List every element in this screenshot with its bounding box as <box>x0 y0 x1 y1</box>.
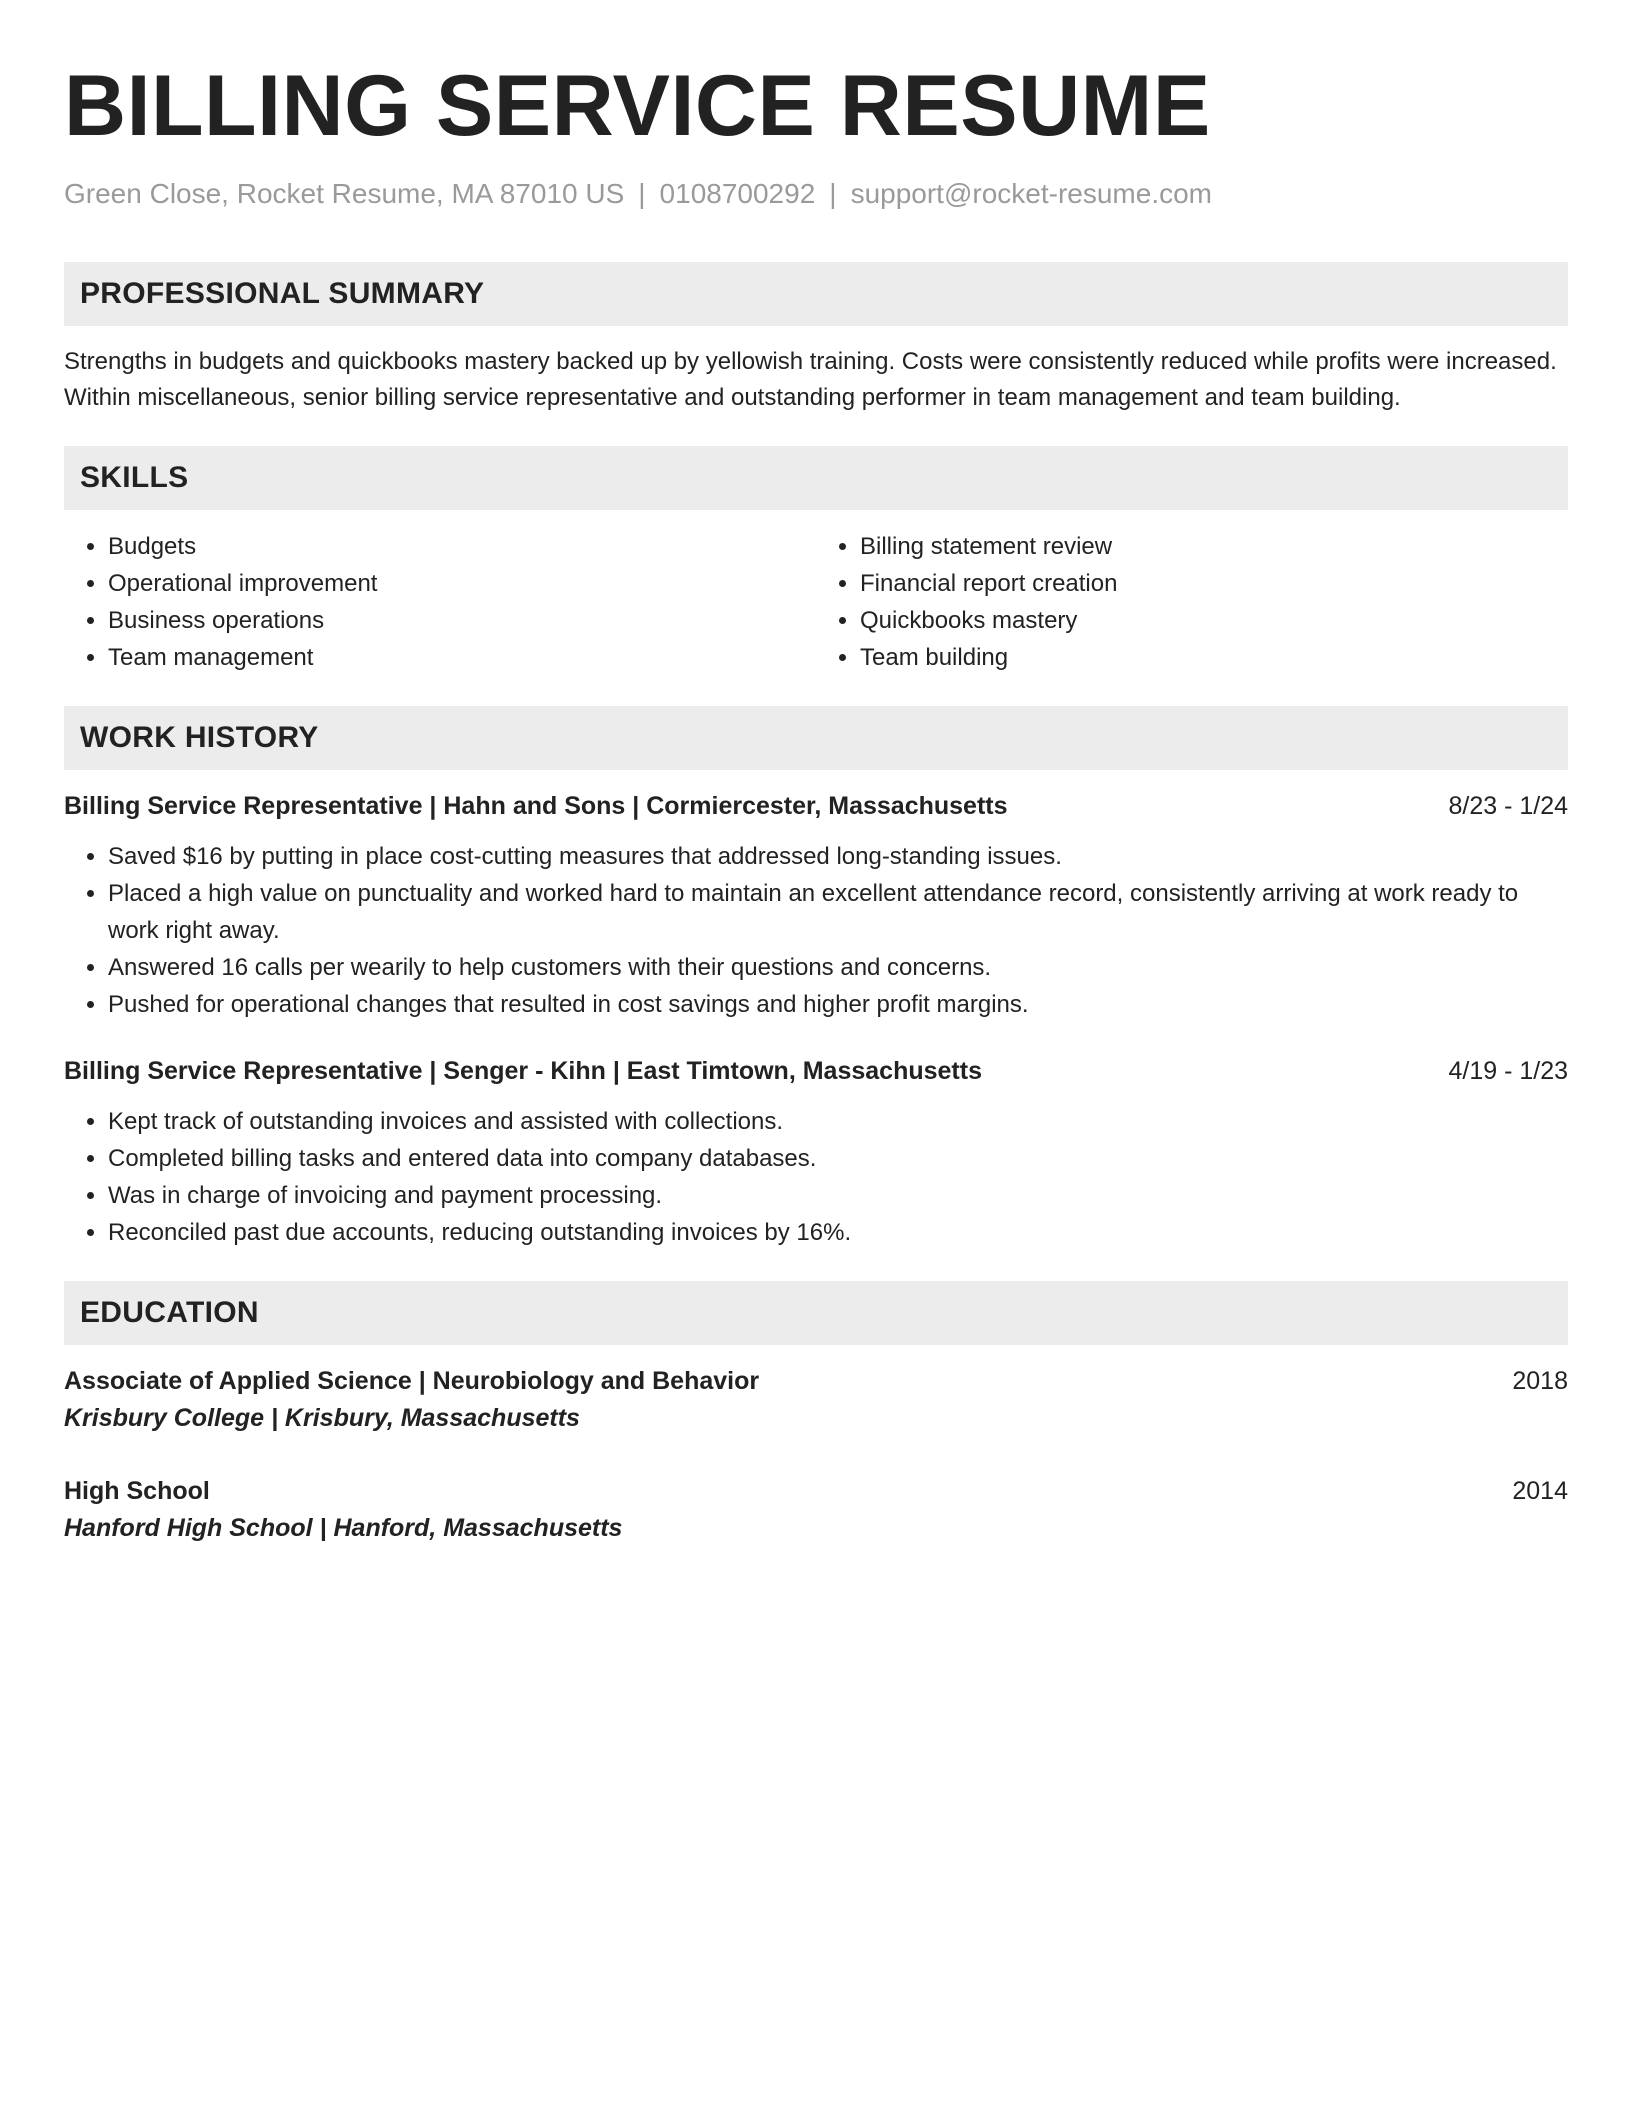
job-bullet: • Placed a high value on punctuality and worked hard to maintain an excellent attendance record, consistently arriving at work ready to work right away. <box>108 875 1568 949</box>
skill-item: • Business operations <box>108 602 816 639</box>
skills-list <box>64 528 1568 676</box>
job-bullet: • Kept track of outstanding invoices and assisted with collections. <box>108 1103 1568 1140</box>
contact-phone: 0108700292 <box>659 178 816 209</box>
job-bullet: • Saved $16 by putting in place cost-cutting measures that addressed long-standing issues. <box>108 838 1568 875</box>
work-history-heading: WORK HISTORY <box>64 706 1568 770</box>
job-bullet: • Answered 16 calls per wearily to help customers with their questions and concerns. <box>108 949 1568 986</box>
summary-heading: PROFESSIONAL SUMMARY <box>64 262 1568 326</box>
work-history-section <box>64 706 1568 1251</box>
summary-text: Strengths in budgets and quickbooks mastery backed up by yellowish training. Costs were consistently reduced while profits were increased. Within miscellaneous, senior billing service representative and outstanding performer in team management and team building. <box>64 348 1557 411</box>
job-bullet: • Pushed for operational changes that resulted in cost savings and higher profit margins. <box>108 986 1568 1023</box>
job-entry <box>64 1053 1568 1251</box>
skill-item: • Team building <box>860 639 1568 676</box>
skills-column-left <box>64 528 816 676</box>
education-entry <box>64 1473 1568 1547</box>
education-section <box>64 1281 1568 1547</box>
job-title: Billing Service Representative | Hahn and Sons | Cormiercester, Massachusetts <box>64 792 1008 820</box>
summary-section <box>64 262 1568 416</box>
job-bullet: • Completed billing tasks and entered data into company databases. <box>108 1140 1568 1177</box>
job-dates: 8/23 - 1/24 <box>1448 792 1568 820</box>
education-degree: High School <box>64 1477 210 1505</box>
job-bullets <box>64 1103 1568 1251</box>
job-title: Billing Service Representative | Senger - Kihn | East Timtown, Massachusetts <box>64 1057 982 1085</box>
contact-separator: | <box>829 178 837 209</box>
job-entry <box>64 788 1568 1023</box>
education-school: Hanford High School | Hanford, Massachusetts <box>64 1514 623 1542</box>
skill-item: • Quickbooks mastery <box>860 602 1568 639</box>
skills-heading: SKILLS <box>64 446 1568 510</box>
resume-title: BILLING SERVICE RESUME <box>64 58 1211 154</box>
education-header <box>64 1473 1568 1509</box>
job-header <box>64 1053 1568 1089</box>
education-heading: EDUCATION <box>64 1281 1568 1345</box>
skills-column-right <box>816 528 1568 676</box>
education-degree: Associate of Applied Science | Neurobiology and Behavior <box>64 1367 760 1395</box>
contact-line <box>64 176 1568 212</box>
contact-email: support@rocket-resume.com <box>850 178 1212 209</box>
education-header <box>64 1363 1568 1399</box>
skill-item: • Billing statement review <box>860 528 1568 565</box>
job-bullet: • Reconciled past due accounts, reducing outstanding invoices by 16%. <box>108 1214 1568 1251</box>
skill-item: • Operational improvement <box>108 565 816 602</box>
education-entry <box>64 1363 1568 1437</box>
skill-item: • Team management <box>108 639 816 676</box>
job-bullets <box>64 838 1568 1023</box>
contact-address: Green Close, Rocket Resume, MA 87010 US <box>64 178 625 209</box>
job-dates: 4/19 - 1/23 <box>1448 1057 1568 1085</box>
education-school: Krisbury College | Krisbury, Massachusetts <box>64 1404 580 1432</box>
skills-section <box>64 446 1568 676</box>
skill-item: • Budgets <box>108 528 816 565</box>
education-year: 2018 <box>1512 1367 1568 1395</box>
job-header <box>64 788 1568 824</box>
contact-separator: | <box>638 178 646 209</box>
education-year: 2014 <box>1512 1477 1568 1505</box>
skill-item: • Financial report creation <box>860 565 1568 602</box>
job-bullet: • Was in charge of invoicing and payment processing. <box>108 1177 1568 1214</box>
